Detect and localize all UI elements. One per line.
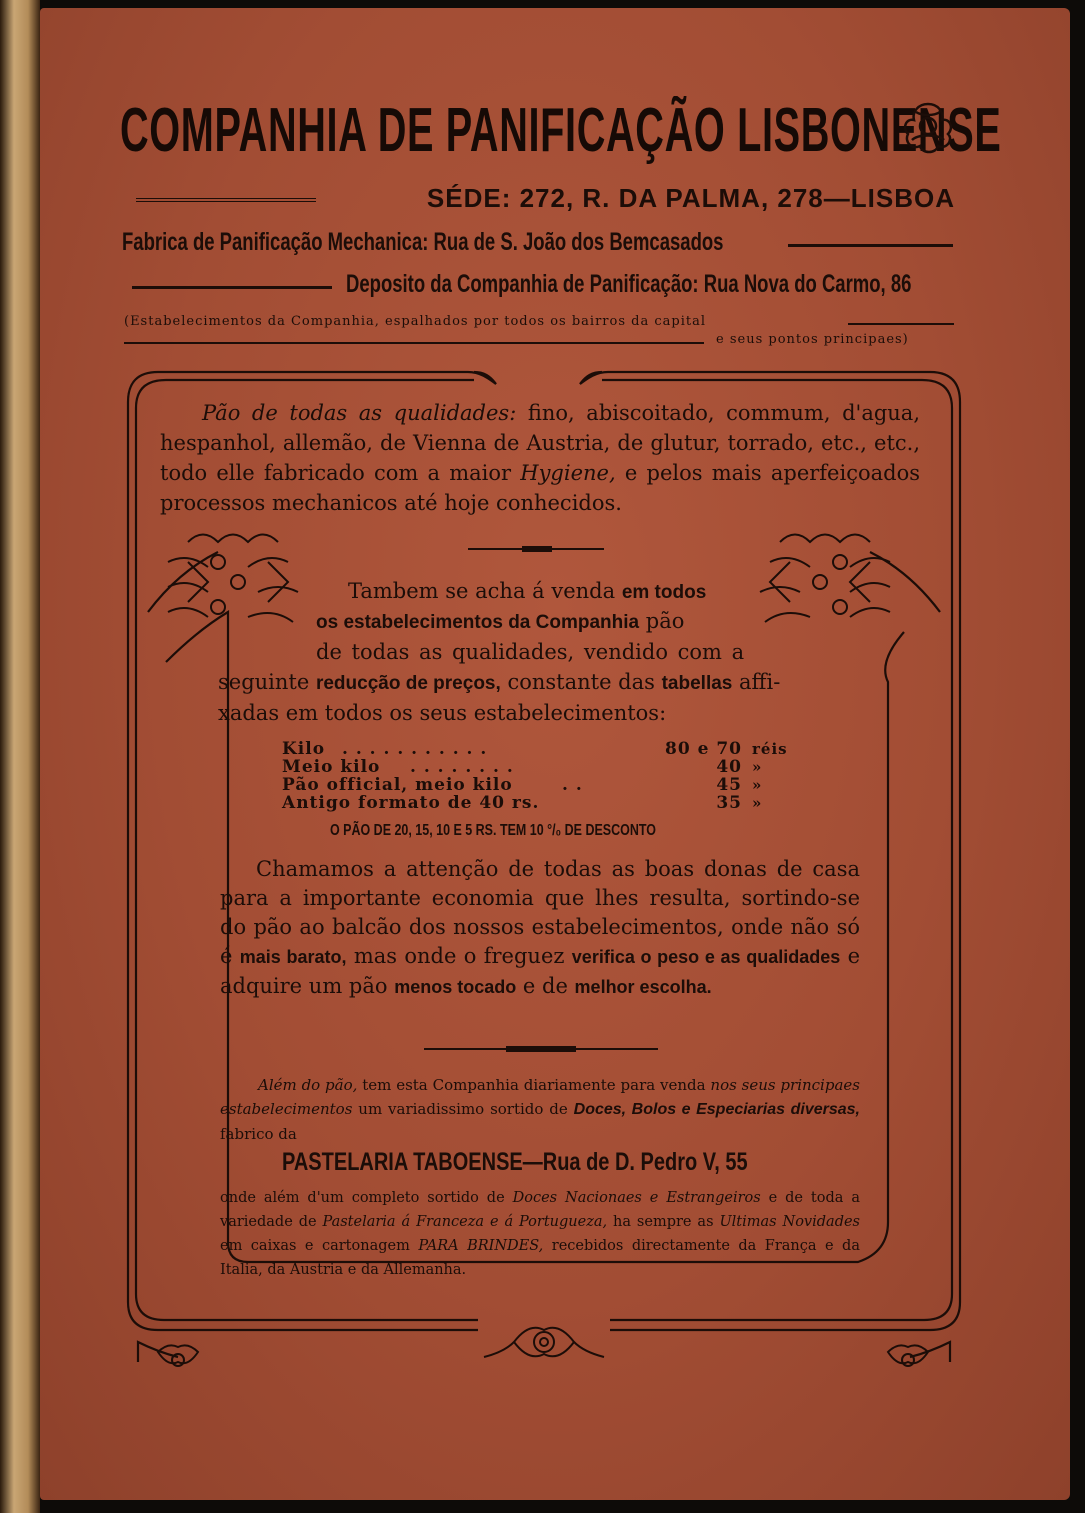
- headquarters-address: SÉDE: 272, R. DA PALMA, 278—LISBOA: [426, 183, 955, 213]
- attention-bold-b: verifica o peso e as qualidades: [571, 947, 841, 967]
- note-rule-left: [124, 342, 704, 344]
- price-value-antigo: 35: [716, 793, 742, 813]
- closing-italic-a: Doces Nacionaes e Estrangeiros: [512, 1190, 761, 1206]
- separator-2-center: [506, 1046, 576, 1052]
- price-row-pao-official: [282, 776, 802, 794]
- closing-text-e: recebidos directamente da França e da Italia, da Austria e da Allemanha.: [220, 1238, 860, 1278]
- price-row-meio-kilo: [282, 758, 802, 776]
- price-unit-antigo: »: [752, 794, 763, 812]
- price-unit-kilo: réis: [752, 740, 788, 758]
- price-row-antigo: [282, 794, 802, 812]
- company-title: COMPANHIA DE PANIFICAÇÃO LISBONENSE: [120, 96, 1002, 165]
- price-row-kilo: [282, 740, 802, 758]
- book-spine: [0, 0, 40, 1513]
- sale-line-4-d: tabellas: [661, 673, 733, 694]
- rose-ornament-icon: [898, 96, 958, 156]
- closing-text-b: e de toda a variedade de: [220, 1190, 860, 1230]
- sale-line-4: [218, 667, 780, 699]
- closing-paragraph: [220, 1186, 860, 1282]
- price-unit-pao-official: »: [752, 776, 763, 794]
- sale-line-2-b: pão: [639, 609, 685, 633]
- attention-text-c: e adquire um pão: [220, 944, 861, 998]
- price-item-meio-kilo: Meio kilo: [282, 757, 381, 777]
- sale-line-5: xadas em todos os seus estabelecimentos:: [218, 701, 667, 725]
- sale-line-1: [348, 576, 706, 608]
- attention-text-b: mas onde o freguez: [346, 944, 572, 968]
- sale-line-2-a: os estabelecimentos da Companhia: [316, 612, 640, 633]
- price-item-pao-official: Pão official, meio kilo: [282, 775, 513, 795]
- attention-bold-a: mais barato,: [239, 947, 347, 967]
- pastelaria-address: PASTELARIA TABOENSE—Rua de D. Pedro V, 55: [282, 1148, 748, 1176]
- establishments-note-line1: (Estabelecimentos da Companhia, espalhados por todos os bairros da capital: [124, 314, 706, 329]
- note-rule-right: [848, 323, 954, 325]
- bread-types-text-a: fino, abiscoitado, commum, d'agua, hespanhol, allemão, de Vienna de Austria, de glutur, torrado, etc., etc., todo elle fabricado com a maior: [160, 401, 920, 485]
- bread-types-lead: Pão de todas as qualidades:: [202, 401, 517, 425]
- closing-italic-b: Pastelaria á Franceza e á Portugueza,: [322, 1214, 608, 1230]
- closing-text-d: em caixas e cartonagem: [220, 1238, 419, 1254]
- discount-notice: O PÃO DE 20, 15, 10 E 5 RS. TEM 10 °/₀ DE DESCONTO: [330, 822, 656, 839]
- closing-italic-d: PARA BRINDES,: [418, 1238, 544, 1254]
- besides-italic-a: Além do pão,: [258, 1076, 358, 1094]
- factory-address: Fabrica de Panificação Mechanica: Rua de S. João dos Bemcasados: [122, 228, 724, 256]
- sale-line-1-a: Tambem se acha á venda: [348, 579, 622, 603]
- closing-italic-c: Ultimas Novidades: [719, 1214, 860, 1230]
- price-item-antigo: Antigo formato de 40 rs.: [282, 793, 540, 813]
- attention-paragraph: [220, 855, 860, 1002]
- attention-text-d: e de: [516, 974, 575, 998]
- establishments-note-line2: e seus pontos principaes): [716, 332, 909, 347]
- besides-bold-a: Doces, Bolos e Especiarias diversas,: [573, 1101, 860, 1118]
- besides-text-b: um variadissimo sortido de: [352, 1100, 574, 1118]
- hygiene-word: Hygiene,: [520, 461, 616, 485]
- besides-text-c: fabrico da: [220, 1125, 297, 1143]
- sale-line-3: de todas as qualidades, vendido com a: [316, 640, 745, 664]
- price-dots-kilo: . . . . . . . . . . .: [342, 739, 488, 759]
- sale-line-4-e: affi-: [732, 670, 781, 694]
- sale-line-1-b: em todos: [621, 582, 707, 603]
- price-value-meio-kilo: 40: [716, 757, 742, 777]
- closing-text-a: onde além d'um completo sortido de: [220, 1190, 513, 1206]
- sale-line-4-b: reducção de preços,: [315, 673, 501, 694]
- sale-line-4-c: constante das: [500, 670, 662, 694]
- price-unit-meio-kilo: »: [752, 758, 763, 776]
- price-item-kilo: Kilo: [282, 739, 326, 759]
- sale-line-4-a: seguinte: [218, 670, 316, 694]
- besides-italic-b: nos seus principaes estabelecimentos: [220, 1076, 860, 1118]
- factory-right-rule: [788, 244, 953, 247]
- price-dots-meio-kilo: . . . . . . . .: [410, 757, 514, 777]
- separator-1-center: [522, 546, 552, 552]
- price-dots-pao-official: . .: [562, 775, 583, 795]
- sede-left-rule: [136, 198, 316, 202]
- closing-text-c: ha sempre as: [607, 1214, 720, 1230]
- deposit-address: Deposito da Companhia de Panificação: Rua Nova do Carmo, 86: [346, 270, 912, 298]
- attention-text-a: Chamamos a attenção de todas as boas donas de casa para a importante economia que lhes resulta, sortindo-se do pão ao balcão dos nossos estabelecimentos, onde não só é: [220, 857, 860, 968]
- attention-bold-c: menos tocado: [394, 977, 517, 997]
- besides-bread-paragraph: [220, 1073, 860, 1146]
- bread-types-text-b: e pelos mais aperfeiçoados processos mechanicos até hoje conhecidos.: [160, 461, 920, 515]
- attention-bold-d: melhor escolha.: [574, 977, 712, 997]
- price-value-kilo: 80 e 70: [665, 739, 742, 759]
- bread-types-paragraph: [160, 398, 920, 518]
- price-value-pao-official: 45: [716, 775, 742, 795]
- deposit-left-rule: [132, 286, 332, 289]
- sale-line-2: [316, 606, 684, 638]
- besides-text-a: tem esta Companhia diariamente para venda: [357, 1076, 711, 1094]
